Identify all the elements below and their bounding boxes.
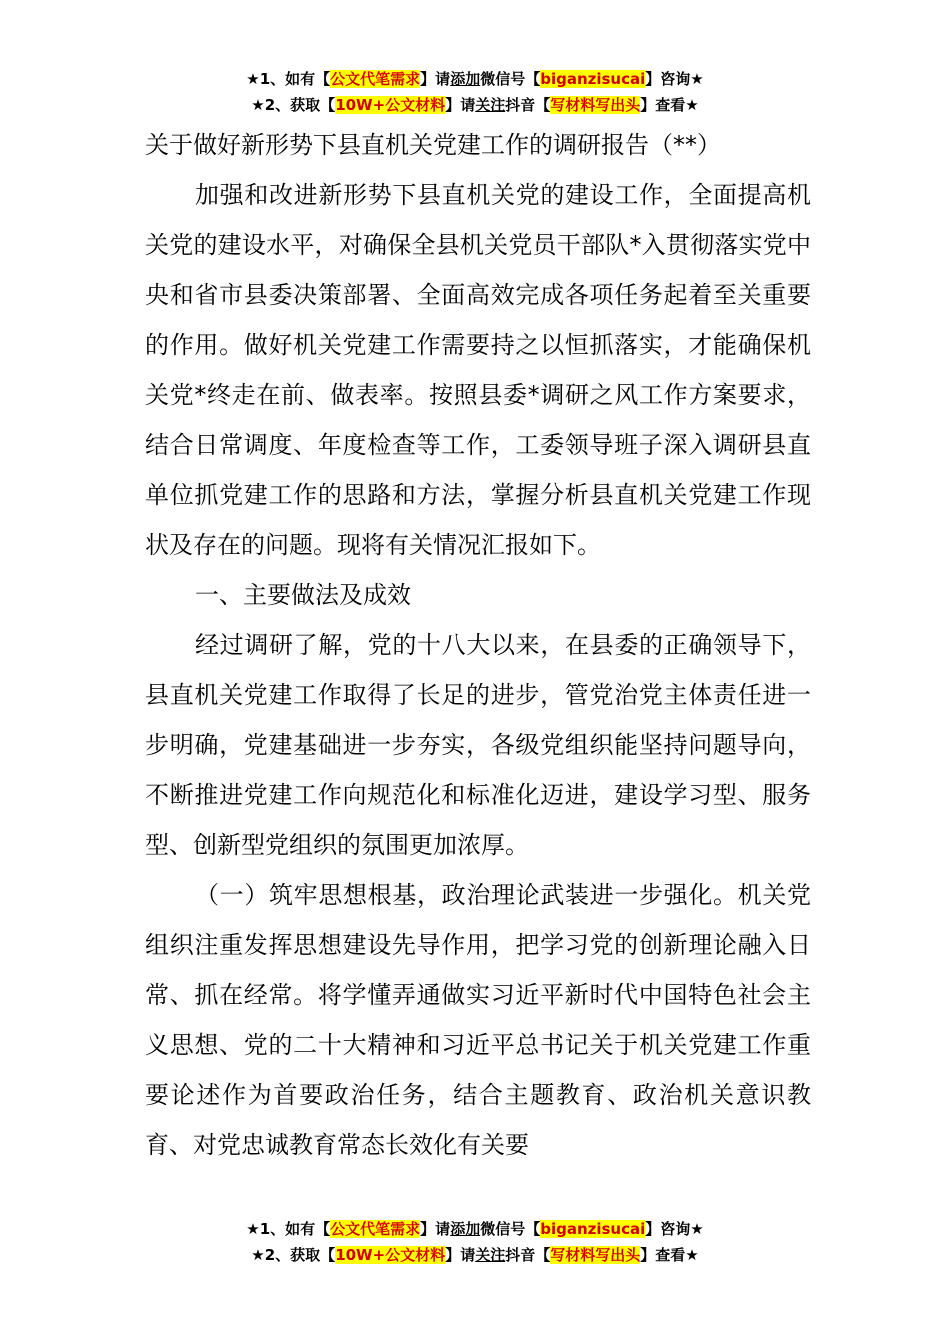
header-banner [0, 66, 950, 118]
banner-underline: 关注 [475, 1246, 506, 1264]
banner-underline: 添加 [450, 1220, 481, 1238]
banner-text: 】请 [445, 1246, 476, 1264]
banner-text: ★1、如有【 [246, 1220, 331, 1238]
document-body [145, 170, 811, 1170]
banner-text: 】请 [445, 96, 476, 114]
banner-highlight: 10W+公文材料 [335, 96, 446, 114]
banner-text: 抖音【 [505, 96, 551, 114]
banner-line-2 [0, 92, 950, 118]
banner-underline: 关注 [475, 96, 506, 114]
section-heading: 一、主要做法及成效 [195, 581, 411, 609]
banner-line-1 [0, 66, 950, 92]
footer-banner [0, 1216, 950, 1268]
banner-highlight: 公文代笔需求 [330, 1220, 421, 1238]
banner-text: 微信号【 [480, 1220, 541, 1238]
banner-text: 抖音【 [505, 1246, 551, 1264]
banner-text: ★1、如有【 [246, 70, 331, 88]
banner-text: 】咨询★ [645, 1220, 704, 1238]
banner-text: 】查看★ [640, 96, 699, 114]
banner-line-2 [0, 1242, 950, 1268]
banner-highlight: biganzisucai [540, 1220, 646, 1238]
banner-underline: 添加 [450, 70, 481, 88]
paragraph-overview: 经过调研了解，党的十八大以来，在县委的正确领导下，县直机关党建工作取得了长足的进步，管党治党主体责任进一步明确，党建基础进一步夯实，各级党组织能坚持问题导向，不断推进党建工作向规范化和标准化迈进，建设学习型、服务型、创新型党组织的氛围更加浓厚。 [145, 631, 811, 859]
banner-text: 】查看★ [640, 1246, 699, 1264]
document-title: 关于做好新形势下县直机关党建工作的调研报告（**） [145, 131, 721, 159]
paragraph-subsection-1: （一）筑牢思想根基，政治理论武装进一步强化。机关党组织注重发挥思想建设先导作用，把学习党的创新理论融入日常、抓在经常。将学懂弄通做实习近平新时代中国特色社会主义思想、党的二十大精神和习近平总书记关于机关党建工作重要论述作为首要政治任务，结合主题教育、政治机关意识教育、对党忠诚教育常态长效化有关要 [145, 881, 811, 1159]
banner-text: 】咨询★ [645, 70, 704, 88]
banner-highlight: 10W+公文材料 [335, 1246, 446, 1264]
banner-text: ★2、获取【 [251, 96, 336, 114]
banner-highlight: biganzisucai [540, 70, 646, 88]
banner-line-1 [0, 1216, 950, 1242]
banner-text: 】请 [420, 1220, 451, 1238]
banner-text: ★2、获取【 [251, 1246, 336, 1264]
paragraph-intro: 加强和改进新形势下县直机关党的建设工作，全面提高机关党的建设水平，对确保全县机关党员干部队*入贯彻落实党中央和省市县委决策部署、全面高效完成各项任务起着至关重要的作用。做好机关党建工作需要持之以恒抓落实，才能确保机关党*终走在前、做表率。按照县委*调研之风工作方案要求，结合日常调度、年度检查等工作，工委领导班子深入调研县直单位抓党建工作的思路和方法，掌握分析县直机关党建工作现状及存在的问题。现将有关情况汇报如下。 [145, 181, 811, 559]
banner-highlight: 写材料写出头 [550, 1246, 641, 1264]
banner-highlight: 公文代笔需求 [330, 70, 421, 88]
banner-highlight: 写材料写出头 [550, 96, 641, 114]
banner-text: 微信号【 [480, 70, 541, 88]
banner-text: 】请 [420, 70, 451, 88]
